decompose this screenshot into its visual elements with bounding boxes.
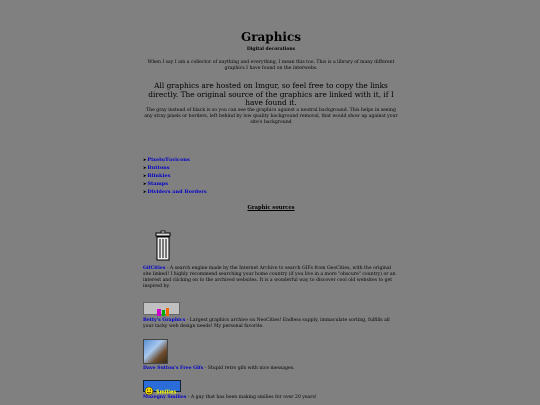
source-link-dave[interactable]: Dave Sutton's Free Gifs <box>143 366 204 371</box>
bettys-graphics-button[interactable] <box>143 302 180 315</box>
nav-link-buttons[interactable]: Buttons <box>147 165 170 171</box>
nav-item-stamps[interactable] <box>143 180 207 188</box>
source-desc-gifcities: - A search engine made by the Internet Archive to search GIFs from GeoCities, with the original site linked! I highly recommend searching your home country (if you live in a more "obscure" country) or an interest and clicking on to the archived websites. It is a wonderful way to discover cool old websites to get inspired by. <box>143 266 396 289</box>
gray-background-note: The gray instead of black is so you can see the graphics against a neutral background. This helps in seeing any stray pixels or borders, left behind by low quality background removal, that would show up against your site's background <box>144 108 398 125</box>
nav-link-blinkies[interactable]: Blinkies <box>147 173 171 179</box>
source-desc-dave: - Stupid retro gifs with nice messages. <box>203 366 295 371</box>
nav-item-blinkies[interactable] <box>143 172 207 180</box>
dave-sutton-image[interactable] <box>143 339 168 364</box>
source-link-gifcities[interactable]: GifCities <box>143 266 166 271</box>
source-desc-mazegny: - A guy that has been making smilies for over 20 years! <box>186 395 317 400</box>
source-link-mazegny[interactable]: Mazegny Smilies <box>143 395 187 400</box>
page-title: Graphics <box>240 30 302 44</box>
sources-heading: Graphic sources <box>247 205 295 211</box>
source-entry-mazegny <box>143 395 399 401</box>
source-entry-bettys <box>143 318 399 330</box>
nav-item-pixels[interactable] <box>143 156 207 164</box>
category-nav <box>143 156 207 196</box>
nav-item-dividers[interactable] <box>143 188 207 196</box>
source-entry-gifcities <box>143 266 399 290</box>
source-link-bettys[interactable]: Betty's Graphics <box>143 318 186 323</box>
source-desc-bettys: - Largest graphics archive on NeoCities! Endless supply, immaculate sorting, fulfills all your tacky web design needs! My personal favorite. <box>143 318 390 329</box>
intro-text: When I say I am a collector of anything and everything, I mean this too. This is a library of many different graphics I have found on the interwebs. <box>147 60 395 71</box>
nav-link-stamps[interactable]: Stamps <box>147 181 169 187</box>
page-subtitle: Digital decorations <box>246 47 296 52</box>
nav-item-buttons[interactable] <box>143 164 207 172</box>
trash-can-icon[interactable] <box>153 230 173 262</box>
smilies-badge-text: Smilies <box>156 389 177 396</box>
bettys-graphics-logo-icon <box>144 307 179 318</box>
source-entry-dave <box>143 366 399 372</box>
nav-link-pixels[interactable]: Pixels/Favicons <box>147 157 190 163</box>
hosting-note: All graphics are hosted on Imgur, so feel free to copy the links directly. The original source of the graphics are linked with it, if I have found it. <box>148 81 394 108</box>
nav-link-dividers[interactable]: Dividers and Borders <box>147 189 207 195</box>
mazegny-smilies-button[interactable] <box>143 380 181 396</box>
